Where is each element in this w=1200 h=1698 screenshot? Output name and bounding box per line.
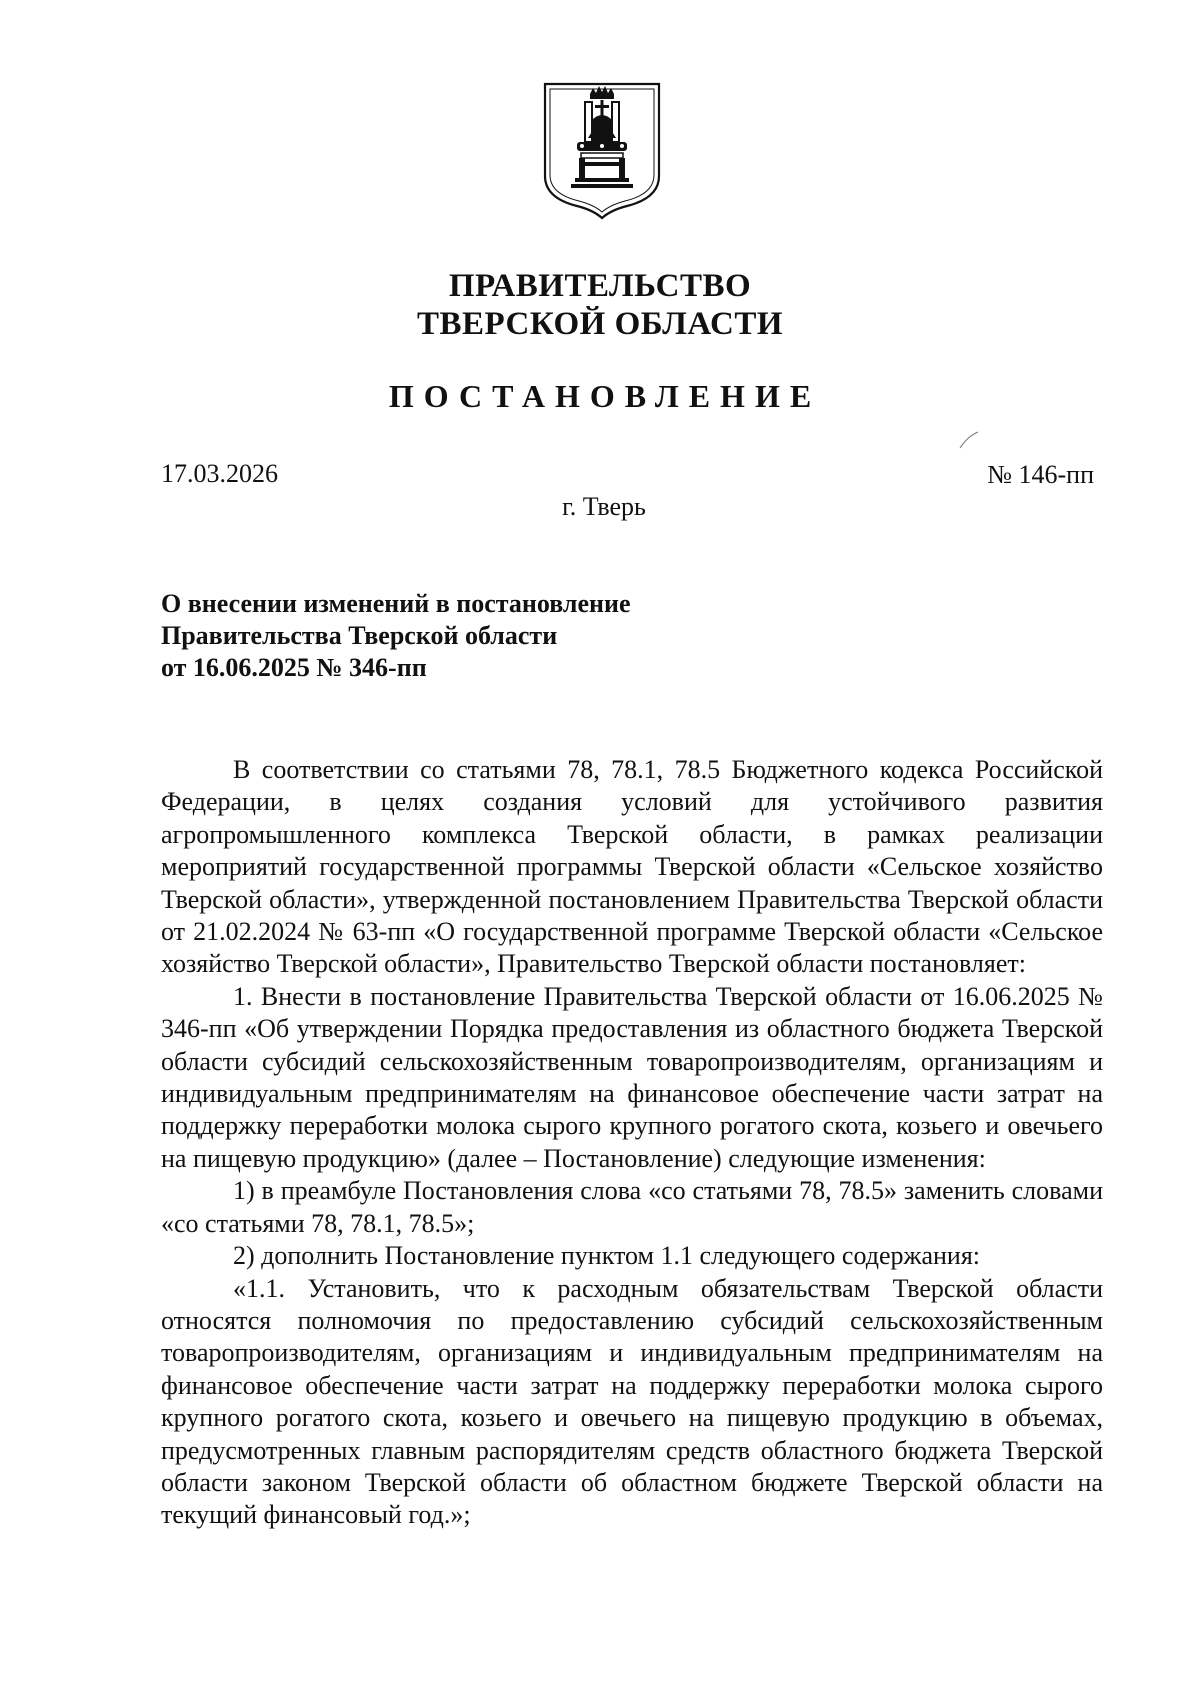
document-title-line-3: от 16.06.2025 № 346-пп <box>161 653 427 682</box>
subclause-2-paragraph: 2) дополнить Постановление пунктом 1.1 следующего содержания: <box>233 1241 981 1271</box>
document-body <box>161 754 1103 1532</box>
document-title <box>161 588 631 684</box>
clause-1-1-quoted-paragraph: «1.1. Установить, что к расходным обязательствам Тверской области относятся полномочия по предоставлению субсидий сельскохозяйственным товаропроизводителям, организациям и индивидуальным предпринимателям на финансовое обеспечение части затрат на поддержку переработки молока сырого крупного рогатого скота, козьего и овечьего на пищевую продукцию в объемах, предусмотренных главным распорядителям средств областного бюджета Тверской области законом Тверской области об областном бюджете Тверской области на текущий финансовый год.»; <box>161 1273 1103 1530</box>
subclause-1-paragraph: 1) в преамбуле Постановления слова «со статьями 78, 78.5» заменить словами «со статьями 78, 78.1, 78.5»; <box>161 1176 1103 1238</box>
preamble-paragraph: В соответствии со статьями 78, 78.1, 78.5 Бюджетного кодекса Российской Федерации, в целях создания условий для устойчивого развития агропромышленного комплекса Тверской области, в рамках реализации мероприятий государственной программы Тверской области «Сельское хозяйство Тверской области», утвержденной постановлением Правительства Тверской области от 21.02.2024 № 63-пп «О государственной программе Тверской области «Сельское хозяйство Тверской области», Правительство Тверской области постановляет: <box>161 755 1103 979</box>
scan-artifact <box>958 430 982 450</box>
clause-1-paragraph: 1. Внести в постановление Правительства Тверской области от 16.06.2025 № 346-пп «Об утверждении Порядка предоставления из областного бюджета Тверской области субсидий сельскохозяйственным товаропроизводителям, организациям и индивидуальным предпринимателям на финансовое обеспечение части затрат на поддержку переработки молока сырого крупного рогатого скота, козьего и овечьего на пищевую продукцию» (далее – Постановление) следующие изменения: <box>161 981 1103 1173</box>
document-title-line-1: О внесении изменений в постановление <box>161 589 631 618</box>
government-name-line-1: ПРАВИТЕЛЬСТВО <box>448 268 752 304</box>
document-type-heading: ПОСТАНОВЛЕНИЕ <box>388 378 822 414</box>
document-title-line-2: Правительства Тверской области <box>161 621 558 650</box>
government-name-line-2: ТВЕРСКОЙ ОБЛАСТИ <box>416 306 784 342</box>
document-city: г. Тверь <box>562 492 646 521</box>
document-number: № 146-пп <box>987 460 1094 489</box>
coat-of-arms-emblem <box>541 80 663 220</box>
document-date: 17.03.2026 <box>161 459 278 488</box>
